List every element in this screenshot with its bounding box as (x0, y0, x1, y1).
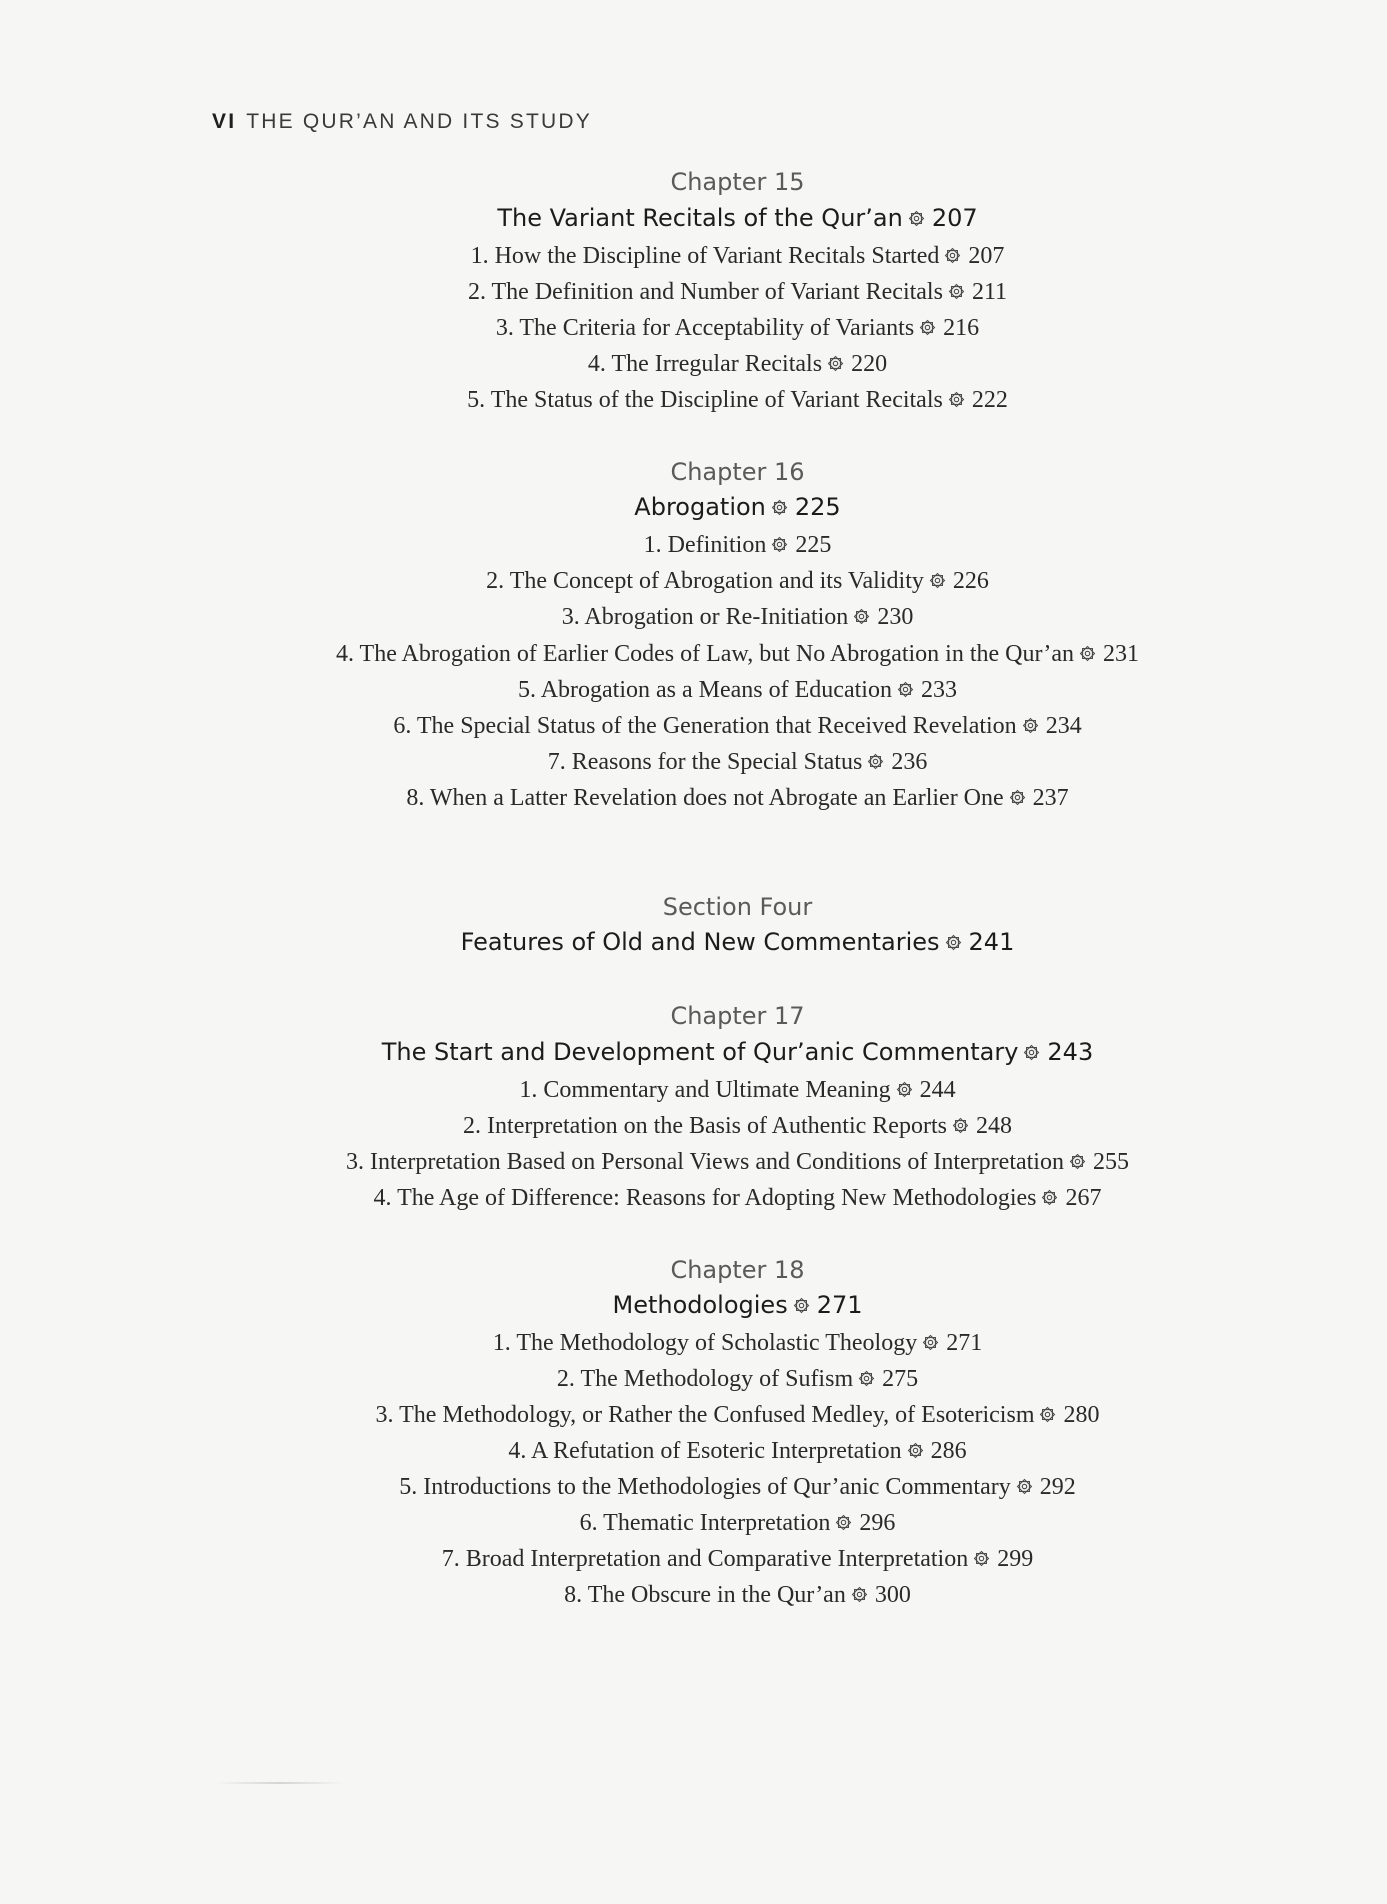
entry-page: 286 (930, 1438, 967, 1464)
ornament-icon (851, 1586, 868, 1603)
entry-page: 292 (1039, 1474, 1076, 1500)
chapter-16-label: Chapter 16 (670, 458, 805, 486)
entry-text: 6. Thematic Interpretation (579, 1510, 831, 1536)
toc-entry[interactable] (0, 1366, 1387, 1393)
entry-page: 236 (891, 749, 928, 775)
section-page: 241 (968, 928, 1015, 956)
ornament-icon (948, 283, 965, 300)
ornament-icon (867, 753, 884, 770)
ornament-icon (858, 1370, 875, 1387)
entry-page: 296 (859, 1510, 896, 1536)
ornament-icon (835, 1514, 852, 1531)
ornament-icon (896, 1081, 913, 1098)
ornament-icon (919, 319, 936, 336)
chapter-page: 207 (931, 204, 978, 232)
ornament-icon (853, 608, 870, 625)
entry-text: 6. The Special Status of the Generation that Received Revelation (393, 713, 1017, 739)
ornament-icon (908, 210, 925, 227)
ornament-icon (948, 391, 965, 408)
ornament-icon (827, 355, 844, 372)
chapter-18-title-line (0, 1291, 1387, 1319)
entry-page: 248 (975, 1113, 1012, 1139)
entry-text: 2. The Concept of Abrogation and its Validity (486, 568, 924, 594)
toc-entry[interactable] (0, 785, 1387, 812)
chapter-page: 225 (794, 493, 841, 521)
entry-page: 216 (943, 315, 980, 341)
toc-entry[interactable] (0, 1546, 1387, 1573)
toc-entry[interactable] (0, 1582, 1387, 1609)
chapter-page: 271 (816, 1291, 863, 1319)
entry-text: 5. Abrogation as a Means of Education (518, 677, 892, 703)
chapter-16-title-line (0, 493, 1387, 521)
page-folio: VI (212, 110, 237, 133)
entry-text: 4. The Abrogation of Earlier Codes of Law, but No Abrogation in the Qur’an (335, 641, 1075, 667)
entry-page: 300 (874, 1582, 911, 1608)
running-head (212, 110, 592, 134)
paper-smudge (215, 1782, 345, 1784)
entry-text: 1. How the Discipline of Variant Recitals Started (470, 243, 940, 269)
chapter-title: The Variant Recitals of the Qur’an (497, 204, 903, 232)
entry-text: 8. When a Latter Revelation does not Abrogate an Earlier One (406, 785, 1004, 811)
toc-entry[interactable] (0, 677, 1387, 704)
ornament-icon (1016, 1478, 1033, 1495)
running-head-title: THE QUR’AN AND ITS STUDY (246, 110, 592, 133)
ornament-icon (1023, 1044, 1040, 1061)
ornament-icon (907, 1442, 924, 1459)
entry-text: 2. The Definition and Number of Variant Recitals (467, 279, 943, 305)
toc-entry[interactable] (0, 1474, 1387, 1501)
toc-entry[interactable] (0, 1077, 1387, 1104)
entry-page: 222 (971, 387, 1008, 413)
entry-page: 275 (882, 1366, 919, 1392)
toc-entry[interactable] (0, 604, 1387, 631)
entry-page: 231 (1103, 641, 1140, 667)
toc-entry[interactable] (0, 749, 1387, 776)
ornament-icon (1009, 789, 1026, 806)
ornament-icon (1079, 645, 1096, 662)
entry-page: 280 (1063, 1402, 1100, 1428)
entry-page: 211 (971, 279, 1008, 305)
section-four-label: Section Four (662, 893, 813, 921)
section-title: Features of Old and New Commentaries (460, 928, 940, 956)
entry-page: 267 (1065, 1185, 1102, 1211)
entry-text: 5. The Status of the Discipline of Variant Recitals (467, 387, 943, 413)
toc-entry[interactable] (0, 1113, 1387, 1140)
toc-entry[interactable] (0, 351, 1387, 378)
toc-entry[interactable] (0, 1330, 1387, 1357)
entry-text: 7. Broad Interpretation and Comparative Interpretation (441, 1546, 969, 1572)
ornament-icon (1022, 717, 1039, 734)
chapter-title: Abrogation (634, 493, 766, 521)
ornament-icon (952, 1117, 969, 1134)
entry-page: 225 (795, 532, 832, 558)
toc-entry[interactable] (0, 243, 1387, 270)
chapter-17-title-line (0, 1038, 1387, 1066)
toc-entry[interactable] (0, 641, 1387, 668)
chapter-title: Methodologies (612, 1291, 788, 1319)
entry-text: 4. The Irregular Recitals (587, 351, 823, 377)
entry-page: 255 (1092, 1149, 1129, 1175)
toc-entry[interactable] (0, 387, 1387, 414)
entry-page: 271 (946, 1330, 983, 1356)
entry-page: 233 (920, 677, 957, 703)
toc-entry[interactable] (0, 1185, 1387, 1212)
toc-entry[interactable] (0, 279, 1387, 306)
chapter-17-label: Chapter 17 (670, 1002, 805, 1030)
entry-text: 4. The Age of Difference: Reasons for Adopting New Methodologies (373, 1185, 1037, 1211)
entry-page: 244 (919, 1077, 956, 1103)
section-four-title-line (0, 928, 1387, 956)
toc-entry[interactable] (0, 1438, 1387, 1465)
entry-page: 230 (877, 604, 914, 630)
entry-text: 2. Interpretation on the Basis of Authentic Reports (463, 1113, 947, 1139)
entry-text: 2. The Methodology of Sufism (556, 1366, 854, 1392)
entry-text: 4. A Refutation of Esoteric Interpretation (508, 1438, 902, 1464)
ornament-icon (1069, 1153, 1086, 1170)
entry-text: 7. Reasons for the Special Status (547, 749, 863, 775)
chapter-title: The Start and Development of Qur’anic Commentary (381, 1038, 1019, 1066)
entry-text: 1. Commentary and Ultimate Meaning (519, 1077, 891, 1103)
chapter-15-title-line (0, 204, 1387, 232)
toc-entry[interactable] (0, 1402, 1387, 1429)
entry-text: 1. Definition (643, 532, 767, 558)
entry-text: 3. Interpretation Based on Personal Views and Conditions of Interpretation (346, 1149, 1064, 1175)
toc-entry[interactable] (0, 1149, 1387, 1176)
ornament-icon (793, 1297, 810, 1314)
ornament-icon (944, 247, 961, 264)
entry-page: 299 (997, 1546, 1034, 1572)
ornament-icon (771, 499, 788, 516)
entry-text: 8. The Obscure in the Qur’an (564, 1582, 846, 1608)
entry-page: 220 (851, 351, 888, 377)
ornament-icon (945, 934, 962, 951)
ornament-icon (1041, 1189, 1058, 1206)
ornament-icon (973, 1550, 990, 1567)
entry-page: 234 (1045, 713, 1082, 739)
chapter-15-label: Chapter 15 (670, 168, 805, 196)
toc-entry[interactable] (0, 1510, 1387, 1537)
entry-page: 237 (1032, 785, 1069, 811)
toc-entry[interactable] (0, 568, 1387, 595)
chapter-page: 243 (1047, 1038, 1094, 1066)
ornament-icon (922, 1334, 939, 1351)
ornament-icon (897, 681, 914, 698)
ornament-icon (1039, 1406, 1056, 1423)
entry-text: 3. The Methodology, or Rather the Confused Medley, of Esotericism (375, 1402, 1035, 1428)
entry-text: 5. Introductions to the Methodologies of Qur’anic Commentary (399, 1474, 1011, 1500)
ornament-icon (771, 536, 788, 553)
entry-text: 3. Abrogation or Re-Initiation (561, 604, 849, 630)
toc-entry[interactable] (0, 713, 1387, 740)
ornament-icon (929, 572, 946, 589)
toc-entry[interactable] (0, 532, 1387, 559)
entry-page: 207 (968, 243, 1005, 269)
toc-entry[interactable] (0, 315, 1387, 342)
entry-text: 1. The Methodology of Scholastic Theology (492, 1330, 918, 1356)
entry-text: 3. The Criteria for Acceptability of Variants (495, 315, 915, 341)
entry-page: 226 (952, 568, 989, 594)
chapter-18-label: Chapter 18 (670, 1256, 805, 1284)
